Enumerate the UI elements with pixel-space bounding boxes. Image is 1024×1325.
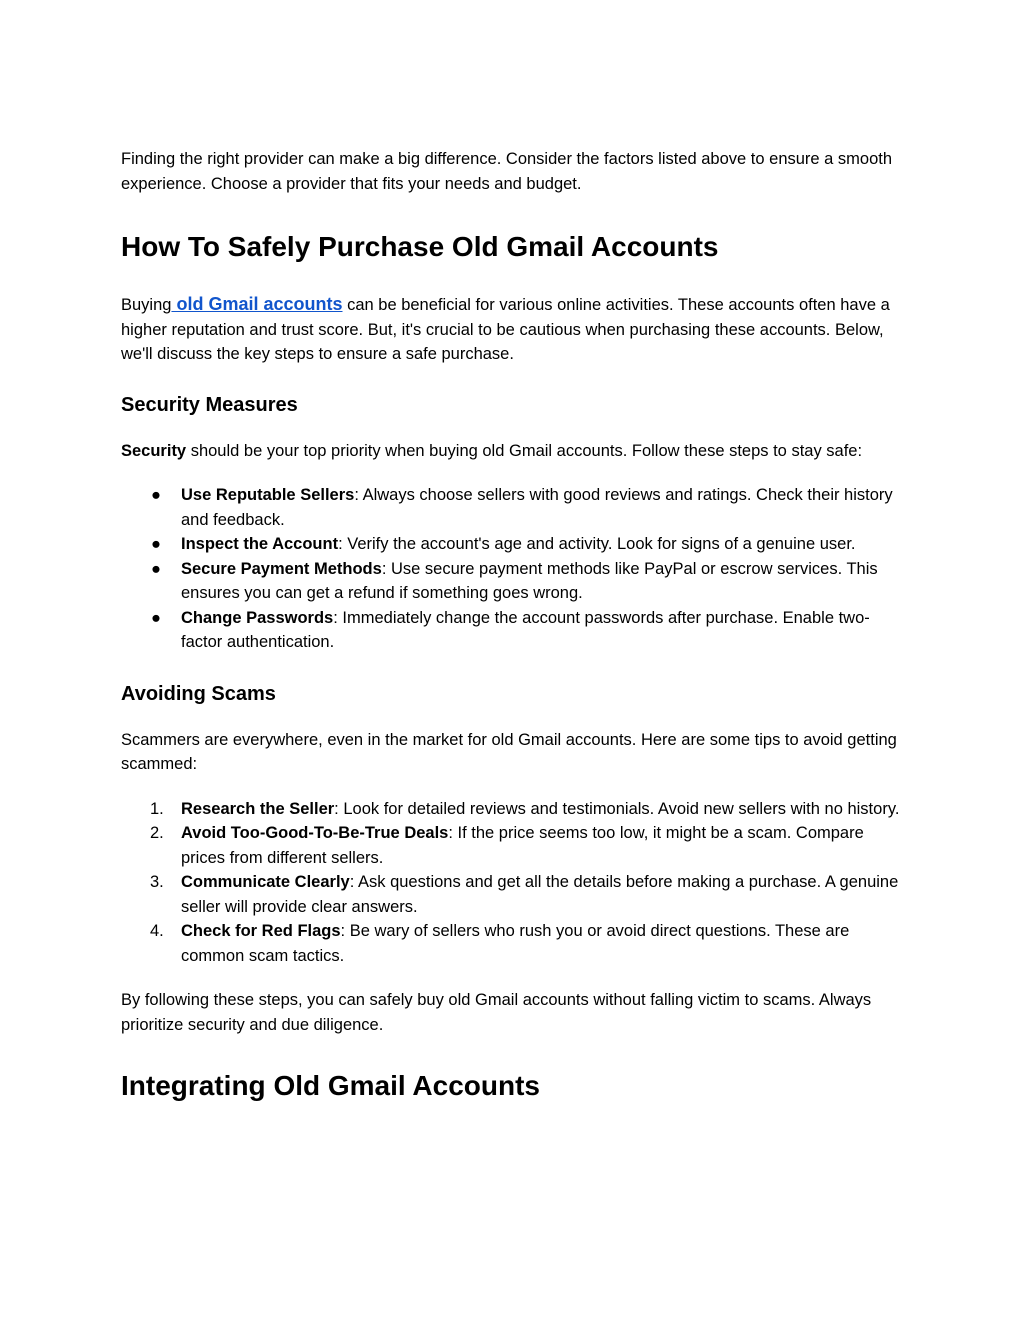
item-text: : Verify the account's age and activity. Look for signs of a genuine user. [338,535,856,553]
item-bold: Research the Seller [181,799,335,818]
bullet-marker: ● [151,559,161,578]
intro-paragraph: Finding the right provider can make a big difference. Consider the factors listed above to ensure a smooth experience. Choose a provider that fits your needs and budget. [121,150,893,193]
heading-integrating: Integrating Old Gmail Accounts [121,1070,541,1101]
security-paragraph [121,439,906,464]
number-marker: 2. [150,824,164,842]
number-marker: 3. [150,873,164,891]
list-item [121,483,906,532]
item-text: : Be wary of sellers who rush you or avoid direct questions. These are common scam tactics. [181,922,850,965]
item-bold: Change Passwords [181,608,334,627]
item-text: : Use secure payment methods like PayPal or escrow services. This ensures you can get a refund if something goes wrong. [181,559,878,602]
closing-paragraph: By following these steps, you can safely buy old Gmail accounts without falling victim to scams. Always prioritize security and due diligence. [121,991,872,1034]
heading-security-measures: Security Measures [121,393,298,416]
buying-paragraph [121,292,906,367]
list-item [121,532,906,557]
item-bold: Communicate Clearly [181,873,350,891]
item-text: : Always choose sellers with good reviews and ratings. Check their history and feedback. [181,486,893,529]
list-item [121,919,906,968]
list-item [121,606,906,655]
security-bold: Security [121,441,187,460]
list-item [121,557,906,606]
security-rest: should be your top priority when buying old Gmail accounts. Follow these steps to stay safe: [186,441,863,460]
heading-avoiding-scams: Avoiding Scams [121,682,276,705]
item-bold: Avoid Too-Good-To-Be-True Deals [181,824,449,842]
bullet-marker: ● [151,486,161,504]
bullet-marker: ● [151,535,161,553]
item-text: : Ask questions and get all the details before making a purchase. A genuine seller will provide clear answers. [181,873,899,916]
scams-paragraph: Scammers are everywhere, even in the market for old Gmail accounts. Here are some tips to avoid getting scammed: [121,730,897,773]
number-marker: 1. [150,799,164,818]
document-content [121,147,906,1103]
item-text: : Immediately change the account passwords after purchase. Enable two-factor authentication. [181,608,870,651]
scam-tips-list [121,797,906,969]
item-bold: Use Reputable Sellers [181,486,355,504]
heading-safely-purchase: How To Safely Purchase Old Gmail Accounts [121,231,719,262]
list-item [121,870,906,919]
bullet-marker: ● [151,608,161,627]
number-marker: 4. [150,922,164,940]
buying-suffix: can be beneficial for various online activities. These accounts often have a higher reputation and trust score. But, it's crucial to be cautious when purchasing these accounts. Below, we'll discuss the key steps to ensure a safe purchase. [121,296,890,363]
buying-prefix: Buying [121,296,172,314]
item-text: : If the price seems too low, it might be a scam. Compare prices from different sellers. [181,824,864,867]
item-bold: Check for Red Flags [181,922,341,940]
list-item [121,797,906,822]
old-gmail-accounts-link[interactable]: old Gmail accounts [171,294,343,314]
item-bold: Inspect the Account [181,535,339,553]
item-bold: Secure Payment Methods [181,559,382,578]
list-item [121,821,906,870]
item-text: : Look for detailed reviews and testimonials. Avoid new sellers with no history. [334,799,900,818]
security-list [121,483,906,655]
